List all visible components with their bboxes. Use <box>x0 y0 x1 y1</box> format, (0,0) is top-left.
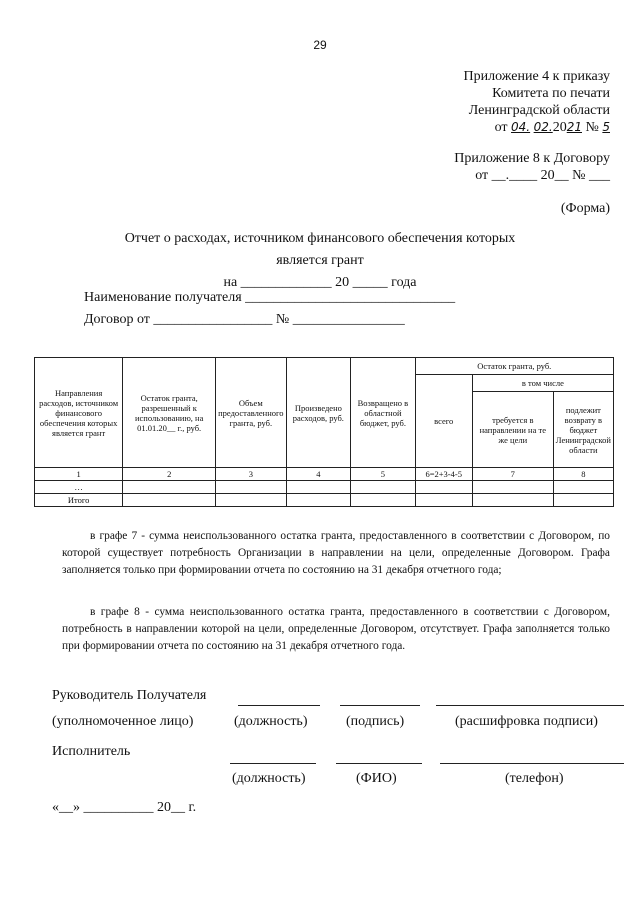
header-required-same-purpose: требуется в направлении на те же цели <box>472 392 553 468</box>
header-to-return: подлежит возврату в бюджет Ленинградской области <box>553 392 613 468</box>
note-column-7: в графе 7 - сумма неиспользованного остатка гранта, предоставленного в соответствии с Договором, по которой существует потребность Организации в направлении на цели, определенные Договором. Графа заполняется только при формировании отчета по состоянию на 31 декабря отчетного года; <box>62 530 610 576</box>
date-line: «__» __________ 20__ г. <box>52 800 197 815</box>
phone-caption: (телефон) <box>505 771 564 786</box>
decode-line <box>436 705 624 706</box>
appendix-4-block <box>464 68 610 136</box>
col-num-2: 2 <box>123 468 216 481</box>
handwritten-number: 5 <box>602 120 610 134</box>
position-line <box>238 705 320 706</box>
col-num-1: 1 <box>35 468 123 481</box>
appendix-8-line1: Приложение 8 к Договору <box>454 151 610 166</box>
col-num-3: 3 <box>216 468 286 481</box>
col-num-7: 7 <box>472 468 553 481</box>
title-line2: является грант <box>276 253 364 268</box>
signature-caption: (подпись) <box>346 714 405 729</box>
number-label: № <box>585 120 599 135</box>
phone-line <box>440 763 624 764</box>
header-total: всего <box>415 375 472 468</box>
handwritten-month: 02. <box>533 120 553 134</box>
head-label: Руководитель Получателя <box>52 688 207 703</box>
appendix-4-line2: Комитета по печати <box>492 86 610 101</box>
form-label: (Форма) <box>560 201 610 216</box>
executor-position-caption: (должность) <box>232 771 306 786</box>
note-column-8: в графе 8 - сумма неиспользованного остатка гранта, предоставленного в соответствии с Договором, потребность в направлении которой на цели, определенные Договором, отсутствует. Графа заполняется только при формировании отчета по состоянию на 31 декабря отчетного года. <box>62 606 610 652</box>
executor-position-line <box>230 763 316 764</box>
header-grant-volume: Объем предоставленного гранта, руб. <box>216 358 286 468</box>
signature-line <box>340 705 420 706</box>
appendix-4-line1: Приложение 4 к приказу <box>463 69 610 84</box>
column-numbers-row <box>35 468 614 481</box>
appendix-4-date-line <box>464 119 610 136</box>
col-num-5: 5 <box>351 468 415 481</box>
appendix-8-block <box>454 150 610 184</box>
total-row <box>35 494 614 507</box>
header-directions: Направления расходов, источником финансового обеспечения которых является грант <box>35 358 123 468</box>
header-including: в том числе <box>472 375 613 392</box>
header-expenses: Произведено расходов, руб. <box>286 358 351 468</box>
contract-line: Договор от _________________ № ________________ <box>84 312 405 327</box>
report-table <box>34 357 614 507</box>
appendix-4-line3: Ленинградской области <box>468 103 610 118</box>
position-caption: (должность) <box>234 714 308 729</box>
col-num-8: 8 <box>553 468 613 481</box>
title-period-line: на _____________ 20 _____ года <box>223 275 417 290</box>
appendix-8-line2: от __.____ 20__ № ___ <box>475 168 610 183</box>
fio-caption: (ФИО) <box>356 771 397 786</box>
header-returned: Возвращено в областной бюджет, руб. <box>351 358 415 468</box>
handwritten-year: 21 <box>566 120 582 134</box>
header-balance-allowed: Остаток гранта, разрешенный к использованию, на 01.01.20__ г., руб. <box>123 358 216 468</box>
col-num-6: 6=2+3-4-5 <box>415 468 472 481</box>
decode-caption: (расшифровка подписи) <box>455 714 598 729</box>
dots-cell: … <box>35 481 123 494</box>
total-cell: Итого <box>35 494 123 507</box>
report-title <box>0 228 640 294</box>
executor-label: Исполнитель <box>52 744 131 759</box>
col-num-4: 4 <box>286 468 351 481</box>
table-row <box>35 481 614 494</box>
authorized-person-label: (уполномоченное лицо) <box>52 714 194 729</box>
year-prefix: 20 <box>552 120 567 135</box>
date-prefix: от <box>494 120 508 135</box>
fio-line <box>336 763 422 764</box>
recipient-line: Наименование получателя ______________________________ <box>84 290 456 305</box>
header-grant-balance: Остаток гранта, руб. <box>415 358 613 375</box>
page-number: 29 <box>313 38 327 52</box>
handwritten-day: 04. <box>511 120 531 134</box>
title-line1: Отчет о расходах, источником финансового обеспечения которых <box>124 231 516 246</box>
